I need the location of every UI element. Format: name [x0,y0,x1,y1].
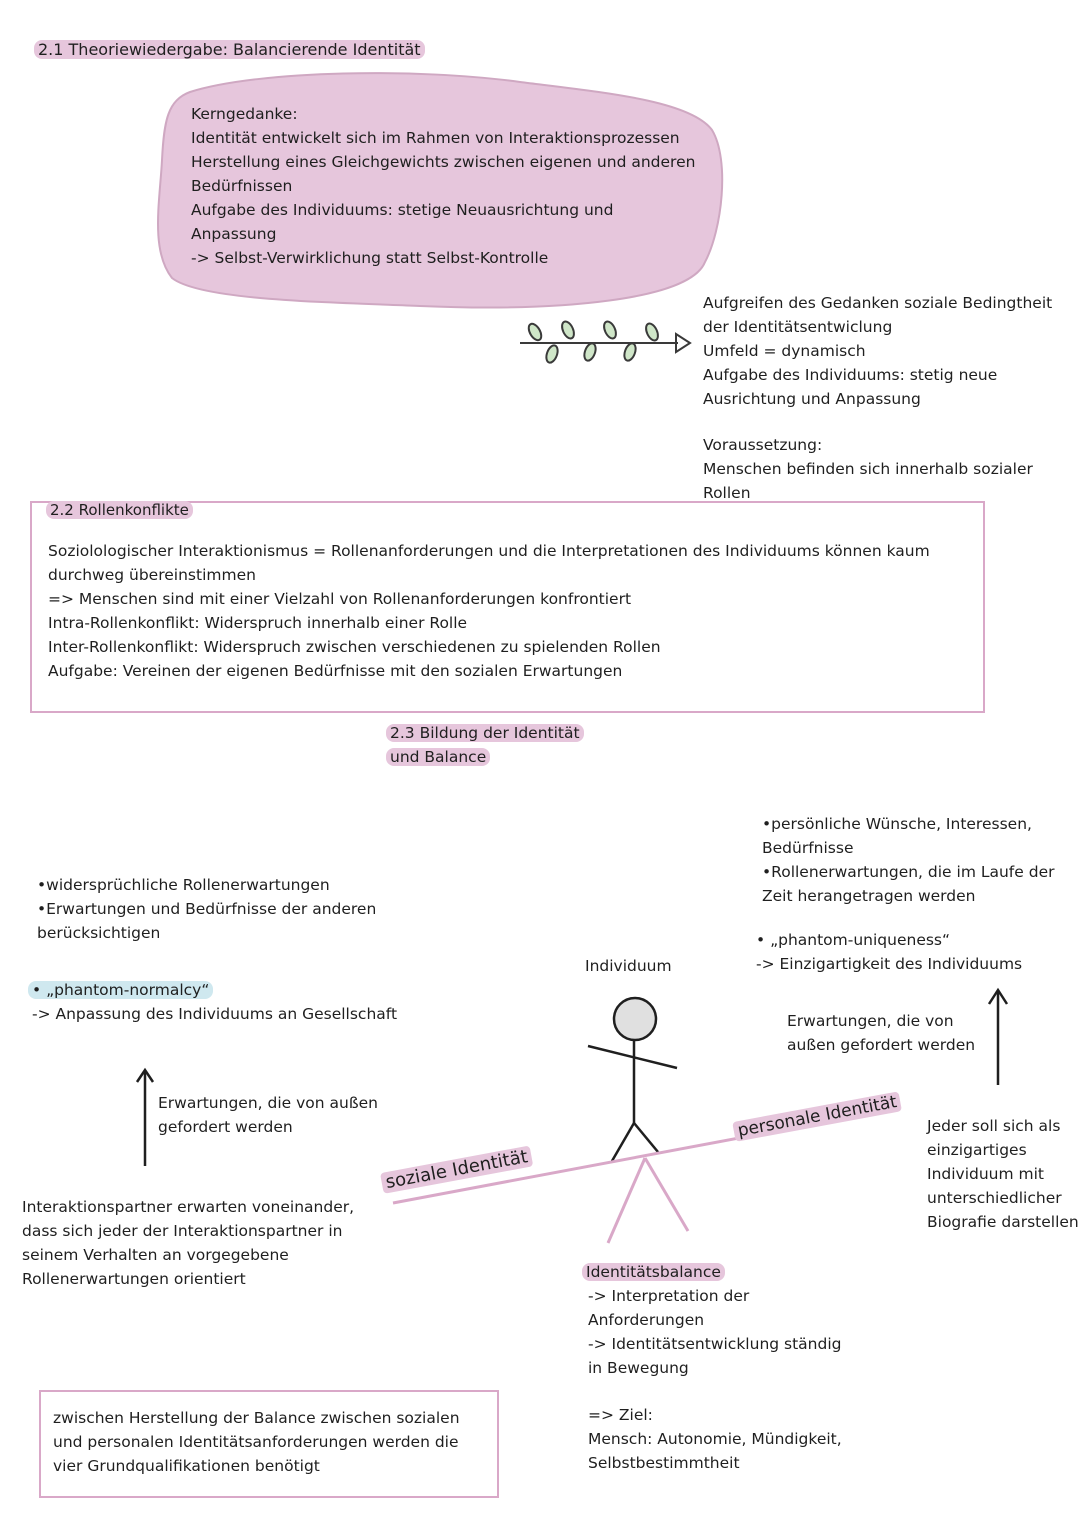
left-expectation-line: Erwartungen, die von außen [158,1094,378,1112]
left-bottom-notes [22,1195,354,1291]
side-notes [703,291,1052,411]
right-top-line: Bedürfnisse [762,839,854,857]
phantom-uniqueness-notes [756,928,1022,976]
side-note-line: der Identitätsentwiclung [703,318,893,336]
stick-figure-icon [588,998,677,1161]
balance-line: Anforderungen [588,1311,705,1329]
side-note-line: Ausrichtung und Anpassung [703,390,921,408]
cloud-line: Bedürfnissen [191,177,293,195]
phantom-uniqueness-label: • „phantom-uniqueness“ [756,931,951,949]
section3-heading: 2.3 Bildung der Identität und Balance [386,721,584,769]
left-top-line: •widersprüchliche Rollenerwartungen [37,876,330,894]
phantom-normalcy-desc: -> Anpassung des Individuums an Gesellschaft [32,1005,398,1023]
left-top-line: berücksichtigen [37,924,161,942]
right-bottom-line: Jeder soll sich als [927,1117,1061,1135]
cloud-line: Anpassung [191,225,277,243]
qualifications-text [53,1406,460,1478]
requirement-line: Rollen [703,484,751,502]
section2-heading: 2.2 Rollenkonflikte [46,498,193,522]
side-note-line: Aufgabe des Individuums: stetig neue [703,366,998,384]
cloud-line: Aufgabe des Individuums: stetige Neuausrichtung und [191,201,614,219]
phantom-normalcy-label: • „phantom-normalcy“ [28,978,213,1002]
personale-identitaet-label: personale Identität [732,1089,903,1143]
left-bottom-line: dass sich jeder der Interaktionspartner in [22,1222,343,1240]
requirement-line: Voraussetzung: [703,436,823,454]
goal-line: => Ziel: [588,1406,653,1424]
right-top-line: •Rollenerwartungen, die im Laufe der [762,863,1055,881]
balance-notes [588,1284,842,1380]
qualifications-line: zwischen Herstellung der Balance zwischen sozialen [53,1409,460,1427]
cloud-line: Identität entwickelt sich im Rahmen von Interaktionsprozessen [191,129,680,147]
left-up-arrow-icon [137,1070,153,1166]
role-conflict-line: durchweg übereinstimmen [48,566,256,584]
cloud-text [191,102,695,270]
left-expectation-line: gefordert werden [158,1118,293,1136]
left-top-notes [37,873,376,945]
right-bottom-line: unterschiedlicher [927,1189,1062,1207]
role-conflict-line: Aufgabe: Vereinen der eigenen Bedürfnisse mit den sozialen Erwartungen [48,662,623,680]
role-conflict-text [48,539,930,683]
role-conflict-line: Intra-Rollenkonflikt: Widerspruch innerhalb einer Rolle [48,614,468,632]
right-top-notes [762,812,1054,908]
requirement-notes [703,433,1033,505]
role-conflict-line: Soziolologischer Interaktionismus = Rollenanforderungen und die Interpretationen des Individuums können kaum [48,542,930,560]
requirement-line: Menschen befinden sich innerhalb sozialer [703,460,1033,478]
phantom-uniqueness-desc: -> Einzigartigkeit des Individuums [756,955,1023,973]
side-note-line: Umfeld = dynamisch [703,342,866,360]
role-conflict-line: Inter-Rollenkonflikt: Widerspruch zwischen verschiedenen zu spielenden Rollen [48,638,661,656]
goal-line: Mensch: Autonomie, Mündigkeit, [588,1430,842,1448]
right-bottom-line: Biografie darstellen [927,1213,1079,1231]
goal-notes [588,1403,842,1475]
balance-line: -> Identitätsentwicklung ständig [588,1335,842,1353]
left-bottom-line: Rollenerwartungen orientiert [22,1270,246,1288]
right-expectation-notes [787,1009,975,1057]
right-expectation-line: Erwartungen, die von [787,1012,954,1030]
right-top-line: •persönliche Wünsche, Interessen, [762,815,1032,833]
left-expectation-notes [158,1091,378,1139]
role-conflict-line: => Menschen sind mit einer Vielzahl von Rollenanforderungen konfrontiert [48,590,632,608]
right-expectation-line: außen gefordert werden [787,1036,976,1054]
cloud-line: Herstellung eines Gleichgewichts zwischen eigenen und anderen [191,153,696,171]
vine-arrow-icon [520,320,690,364]
balance-line: -> Interpretation der [588,1287,750,1305]
qualifications-line: vier Grundqualifikationen benötigt [53,1457,320,1475]
right-bottom-notes [927,1114,1079,1234]
soziale-identitaet-label: soziale Identität [380,1144,534,1195]
left-bottom-line: seinem Verhalten an vorgegebene [22,1246,289,1264]
cloud-line: Kerngedanke: [191,105,298,123]
balance-line: in Bewegung [588,1359,689,1377]
left-top-line: •Erwartungen und Bedürfnisse der anderen [37,900,377,918]
side-note-line: Aufgreifen des Gedanken soziale Bedingtheit [703,294,1053,312]
right-bottom-line: einzigartiges [927,1141,1027,1159]
balance-title: Identitätsbalance [582,1260,725,1284]
cloud-line: -> Selbst-Verwirklichung statt Selbst-Kontrolle [191,249,549,267]
right-bottom-line: Individuum mit [927,1165,1045,1183]
left-bottom-line: Interaktionspartner erwarten voneinander, [22,1198,355,1216]
qualifications-line: und personalen Identitätsanforderungen werden die [53,1433,459,1451]
goal-line: Selbstbestimmtheit [588,1454,740,1472]
individuum-label: Individuum [585,957,672,975]
section1-heading: 2.1 Theoriewiedergabe: Balancierende Identität [34,38,425,62]
right-top-line: Zeit herangetragen werden [762,887,976,905]
right-up-arrow-icon [989,990,1007,1085]
